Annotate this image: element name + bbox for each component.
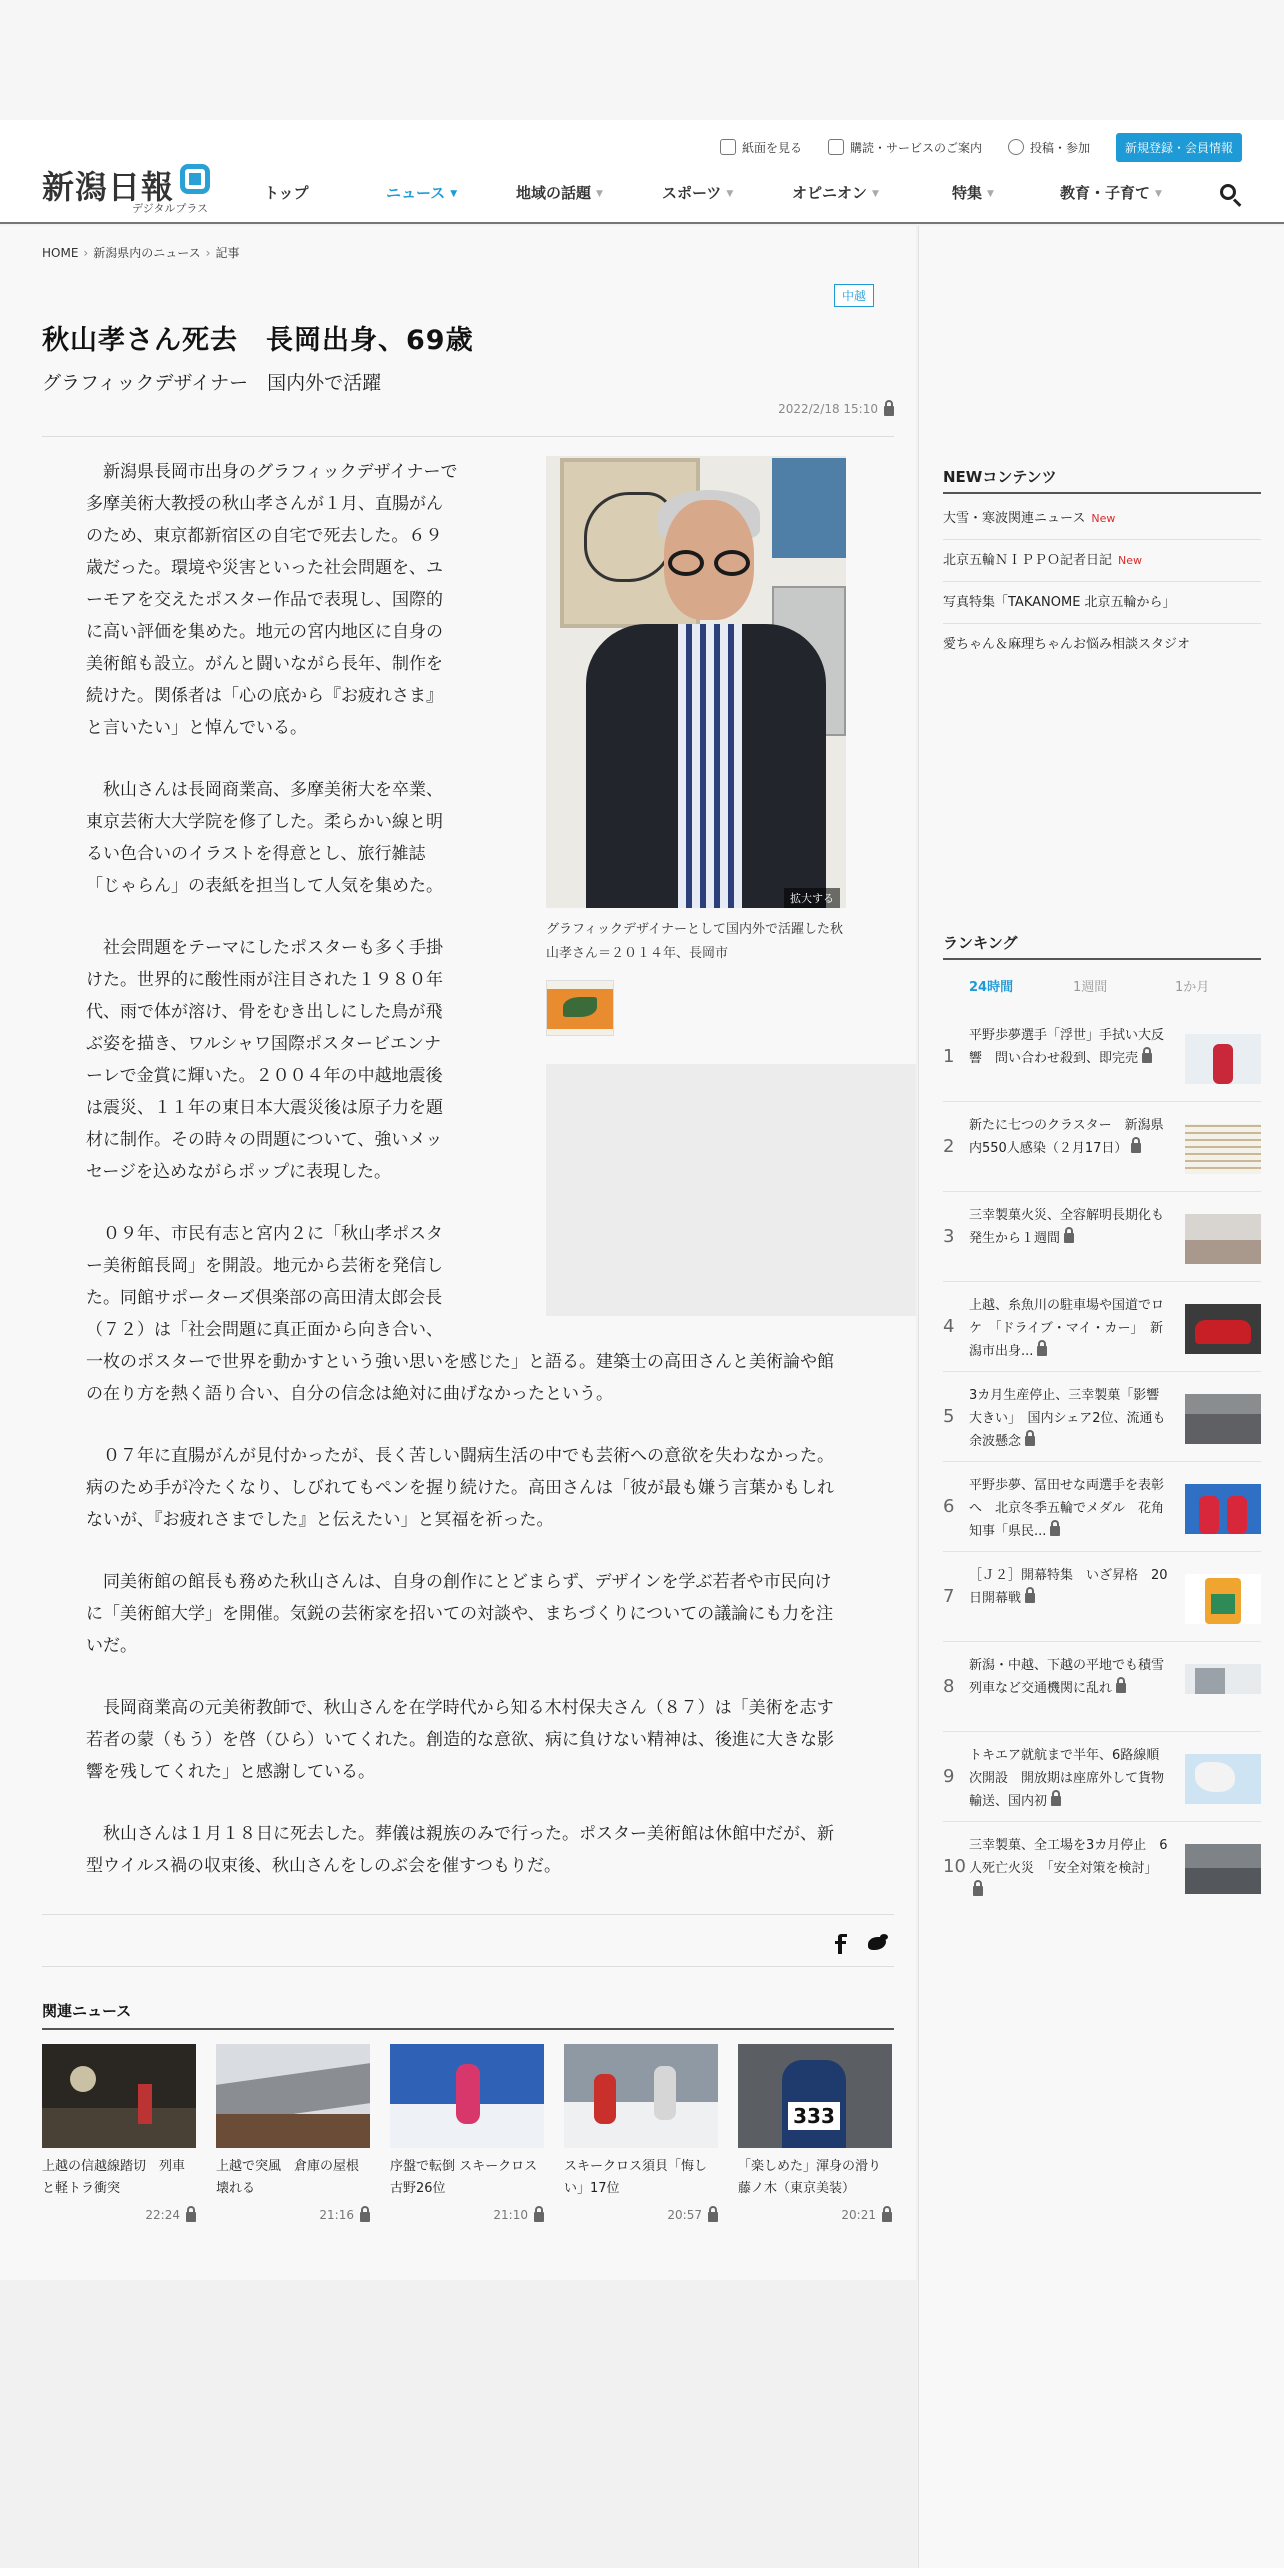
new-content-label: 愛ちゃん＆麻理ちゃんお悩み相談スタジオ (943, 637, 1191, 652)
share-buttons (834, 1932, 888, 1954)
breadcrumb-current: 記事 (215, 246, 240, 260)
divider (42, 2028, 894, 2030)
ranking-tab-week[interactable]: 1週間 (1073, 980, 1108, 995)
ranking-item[interactable] (943, 1012, 1261, 1102)
rank-thumbnail (1185, 1124, 1261, 1174)
nav-label: トップ (264, 184, 309, 202)
time-text: 22:24 (145, 2208, 180, 2222)
caret-down-icon: ▼ (1155, 189, 1162, 199)
article-date (778, 402, 894, 416)
lock-icon (1131, 1143, 1141, 1153)
new-content-item[interactable] (943, 582, 1261, 624)
ranking-item[interactable] (943, 1732, 1261, 1822)
rank-thumbnail (1185, 1754, 1261, 1804)
ranking-item[interactable] (943, 1372, 1261, 1462)
nav-label: 教育・子育て (1060, 184, 1151, 202)
article-subtitle: グラフィックデザイナー 国内外で活躍 (42, 372, 382, 394)
nav-item-news[interactable] (386, 182, 457, 203)
new-content-label: 北京五輪ＮＩＰＰＯ記者日記 (943, 553, 1113, 568)
related-time (390, 2208, 544, 2222)
article-paragraph: 同美術館の館長も務めた秋山さんは、自身の創作にとどまらず、デザインを学ぶ若者や市民向けに「美術館大学」を開催。気鋭の芸術家を招いての対談や、まちづくりについての議論にも力を注いだ。 (86, 1572, 834, 1656)
rank-title-text: 三幸製菓火災、全容解明長期化も 発生から１週間 (969, 1208, 1178, 1246)
rank-thumbnail (1185, 1034, 1261, 1084)
related-item[interactable] (390, 2044, 544, 2222)
rank-title-text: ［Ｊ２］開幕特集 いざ昇格 20日開幕戦 (969, 1568, 1168, 1606)
nav-item-education[interactable] (1060, 182, 1162, 203)
ranking-item[interactable] (943, 1822, 1261, 1912)
ranking-item[interactable] (943, 1192, 1261, 1282)
global-nav (220, 182, 1240, 212)
rank-title (969, 1204, 1178, 1250)
article-paragraph: 秋山さんは長岡商業高、多摩美術大を卒業、東京芸術大大学院を修了した。柔らかい線と明るい色合いのイラストを得意とし、旅行雑誌「じゃらん」の表紙を担当して人気を集めた。 (86, 780, 443, 896)
util-link-post[interactable] (1008, 139, 1090, 156)
rank-number: 2 (943, 1136, 955, 1157)
time-text: 20:21 (841, 2208, 876, 2222)
new-content-item[interactable] (943, 624, 1261, 666)
related-time (42, 2208, 196, 2222)
rank-title (969, 1114, 1169, 1160)
lock-icon (1051, 1796, 1061, 1806)
nav-label: 地域の話題 (516, 184, 592, 202)
new-content-item[interactable] (943, 498, 1261, 540)
rank-title (969, 1834, 1169, 1903)
lock-icon (360, 2212, 370, 2222)
photo-caption: グラフィックデザイナーとして国内外で活躍した秋山孝さん＝２０１４年、長岡市 (546, 922, 844, 961)
new-badge: New (1118, 554, 1143, 567)
rank-title-text: 新潟・中越、下越の平地でも積雪 列車など交通機関に乱れ (969, 1658, 1178, 1696)
related-title: 上越の信越線踏切 列車と軽トラ衝突 (42, 2159, 186, 2196)
logo-wordmark: 新潟日報 (42, 168, 175, 206)
rank-title-text: 上越、糸魚川の駐車場や国道でロケ 「ドライブ・マイ・カー」 新潟市出身... (969, 1298, 1165, 1359)
ranking-item[interactable] (943, 1462, 1261, 1552)
rank-thumbnail (1185, 1214, 1261, 1264)
lock-icon (1050, 1526, 1060, 1536)
nav-item-feature[interactable] (952, 182, 994, 203)
article-paragraph: 新潟県長岡市出身のグラフィックデザイナーで多摩美術大教授の秋山孝さんが１月、直腸がんのため、東京都新宿区の自宅で死去した。６９歳だった。環境や災害といった社会問題を、ユーモアを交えたポスター作品で表現し、国際的に高い評価を集めた。地元の宮内地区に自身の美術館も設立。がんと闘いながら長年、制作を続けた。関係者は「心の底から『お疲れさま』と言いたい」と悼んでいる。 (86, 462, 458, 738)
article-photo[interactable] (546, 456, 846, 908)
rank-title-text: 平野歩夢、冨田せな両選手を表彰へ 北京冬季五輪でメダル 花角知事「県民... (969, 1478, 1165, 1539)
nav-label: オピニオン (792, 184, 868, 202)
lock-icon (1142, 1053, 1152, 1063)
related-item[interactable] (42, 2044, 196, 2222)
ranking-item[interactable] (943, 1102, 1261, 1192)
new-badge: New (1091, 512, 1116, 525)
time-text: 21:10 (493, 2208, 528, 2222)
rank-number: 7 (943, 1586, 955, 1607)
lock-icon (973, 1886, 983, 1896)
twitter-icon[interactable] (866, 1934, 888, 1952)
rank-title (969, 1474, 1169, 1543)
caret-down-icon: ▼ (596, 189, 603, 199)
rank-number: 5 (943, 1406, 955, 1427)
ranking-tab-24h[interactable]: 24時間 (969, 980, 1014, 995)
rank-number: 1 (943, 1046, 955, 1067)
divider (943, 492, 1261, 494)
search-icon[interactable] (1218, 182, 1244, 208)
new-content-label: 大雪・寒波関連ニュース (943, 511, 1086, 526)
divider (42, 1966, 894, 1967)
rank-number: 6 (943, 1496, 955, 1517)
related-thumbnail (390, 2044, 544, 2148)
ranking-item[interactable] (943, 1282, 1261, 1372)
new-content-item[interactable] (943, 540, 1261, 582)
related-news-heading: 関連ニュース (42, 2002, 132, 2020)
article-paragraph: 長岡商業高の元美術教師で、秋山さんを在学時代から知る木村保夫さん（８７）は「美術を志す若者の蒙（もう）を啓（ひら）いてくれた。創造的な意欲、病に負けない精神は、後進に大きな影響を残してくれた」と感謝している。 (86, 1698, 834, 1782)
lock-icon (882, 2212, 892, 2222)
rank-title-text: 3カ月生産停止、三幸製菓「影響大きい」 国内シェア2位、流通も余波懸念 (969, 1388, 1166, 1449)
rank-thumbnail (1185, 1574, 1261, 1624)
rank-thumbnail (1185, 1844, 1261, 1894)
site-header (0, 120, 1284, 224)
bib-number: 333 (788, 2102, 840, 2130)
caret-down-icon: ▼ (872, 189, 879, 199)
related-title: スキークロス須貝「悔しい」17位 (564, 2159, 708, 2196)
caret-down-icon: ▼ (450, 189, 458, 199)
breadcrumb-home[interactable]: HOME (42, 246, 79, 260)
time-text: 20:57 (667, 2208, 702, 2222)
rank-number: 4 (943, 1316, 955, 1337)
related-time (564, 2208, 718, 2222)
rank-title (969, 1654, 1178, 1700)
rank-title (969, 1384, 1169, 1453)
nav-label: ニュース (386, 184, 446, 202)
util-link-label: 購読・サービスのご案内 (849, 140, 982, 155)
ranking-item[interactable] (943, 1642, 1261, 1732)
rank-title-text: 平野歩夢選手「浮世」手拭い大反響 問い合わせ殺到、即完売 (969, 1028, 1165, 1066)
newspaper-icon (720, 139, 736, 155)
caret-down-icon: ▼ (987, 189, 994, 199)
enlarge-button[interactable]: 拡大する (784, 888, 840, 908)
article-paragraph: 秋山さんは１月１８日に死去した。葬儀は親族のみで行った。ポスター美術館は休館中だが、新型ウイルス禍の収束後、秋山さんをしのぶ会を催すつもりだ。 (86, 1824, 834, 1876)
related-item[interactable] (564, 2044, 718, 2222)
lock-icon (186, 2212, 196, 2222)
related-item[interactable] (738, 2044, 892, 2222)
rank-thumbnail (1185, 1664, 1261, 1714)
rank-thumbnail (1185, 1484, 1261, 1534)
lock-icon (1064, 1233, 1074, 1243)
util-link-label: 紙面を見る (741, 140, 802, 155)
lock-icon (1025, 1593, 1035, 1603)
time-text: 21:16 (319, 2208, 354, 2222)
divider (42, 1914, 894, 1915)
related-title: 「楽しめた」渾身の滑り藤ノ木（東京美装） (738, 2159, 882, 2196)
ranking-tab-month[interactable]: 1か月 (1175, 980, 1210, 995)
facebook-icon[interactable] (834, 1932, 848, 1954)
related-item[interactable] (216, 2044, 370, 2222)
caret-down-icon: ▼ (726, 189, 734, 199)
breadcrumb (42, 244, 239, 261)
nav-label: スポーツ (662, 184, 722, 202)
related-thumbnail (42, 2044, 196, 2148)
nav-item-top[interactable] (264, 182, 309, 203)
photo-thumbnail[interactable] (546, 980, 614, 1036)
rank-title-text: 三幸製菓、全工場を3カ月停止 6人死亡火災 「安全対策を検討」 (969, 1838, 1168, 1876)
nav-label: 特集 (952, 184, 983, 202)
region-tag[interactable]: 中越 (834, 284, 874, 307)
related-title: 序盤で転倒 スキークロス古野26位 (390, 2159, 538, 2196)
rank-number: 10 (943, 1856, 966, 1877)
nav-item-local[interactable] (516, 182, 603, 203)
rank-number: 3 (943, 1226, 955, 1247)
utility-links (720, 134, 1242, 160)
rank-title (969, 1024, 1169, 1070)
lock-icon (884, 406, 894, 416)
rank-title-text: 新たに七つのクラスター 新潟県内550人感染（２月17日） (969, 1118, 1164, 1156)
breadcrumb-category[interactable]: 新潟県内のニュース (93, 246, 201, 260)
related-title: 上越で突風 倉庫の屋根壊れる (216, 2159, 360, 2196)
rank-title-text: トキエア就航まで半年、6路線順次開設 開放期は座席外して貨物輸送、国内初 (969, 1748, 1165, 1809)
article-paragraph: 社会問題をテーマにしたポスターも多く手掛けた。世界的に酸性雨が注目された１９８０年代、雨で体が溶け、骨をむき出しにした鳥が飛ぶ姿を描き、ワルシャワ国際ポスタービエンナーレで金賞に輝いた。２００４年の中越地震後は震災、１１年の東日本大震災後は原子力を題材に制作。その時々の問題について、強いメッセージを込めながらポップに表現した。 (86, 938, 443, 1182)
ranking-item[interactable] (943, 1552, 1261, 1642)
chat-icon (1008, 139, 1024, 155)
article-title: 秋山孝さん死去 長岡出身、69歳 (42, 325, 474, 356)
site-logo[interactable] (42, 162, 210, 216)
footer-space (0, 2280, 916, 2568)
related-thumbnail (564, 2044, 718, 2148)
util-link-subscription[interactable] (828, 139, 982, 156)
article-column (0, 226, 916, 2280)
date-text: 2022/2/18 15:10 (778, 402, 878, 416)
related-thumbnail (738, 2044, 892, 2148)
register-button[interactable]: 新規登録・会員情報 (1116, 133, 1242, 162)
logo-d-mark-icon (180, 164, 210, 194)
rank-title (969, 1294, 1169, 1363)
sidebar (918, 226, 1284, 2568)
util-link-label: 投稿・参加 (1029, 140, 1090, 155)
ranking-heading: ランキング (943, 934, 1018, 952)
nav-item-sports[interactable] (662, 182, 733, 203)
related-time (216, 2208, 370, 2222)
gift-icon (828, 139, 844, 155)
divider (42, 436, 894, 437)
divider (943, 958, 1261, 960)
chevron-right-icon: › (205, 246, 211, 260)
rank-title (969, 1564, 1169, 1610)
photo-enlarge-overlay (546, 886, 846, 908)
rank-title (969, 1744, 1169, 1813)
article-paragraph: ０９年、市民有志と宮内２に「秋山孝ポスター美術館長岡」を開設。地元から芸術を発信した。同館サポーターズ倶楽部の高田清太郎会長（７２）は「社会問題に真正面から向き合い、一枚のポスターで世界を動かすという強い思いを感じた」と語る。建築士の高田さんと美術論や館の在り方を熱く語り合い、自分の信念は絶対に曲げなかったという。 (86, 1224, 834, 1404)
logo-subtitle: デジタルプラス (132, 202, 209, 215)
rank-number: 8 (943, 1676, 955, 1697)
util-link-paper[interactable] (720, 139, 802, 156)
rank-number: 9 (943, 1766, 955, 1787)
article-paragraph: ０７年に直腸がんが見付かったが、長く苦しい闘病生活の中でも芸術への意欲を失わなかった。病のため手が冷たくなり、しびれてもペンを握り続けた。高田さんは「彼が最も嫌う言葉かもしれないが、『お疲れさまでした』と伝えたい」と冥福を祈った。 (86, 1446, 834, 1530)
lock-icon (1025, 1436, 1035, 1446)
rank-thumbnail (1185, 1304, 1261, 1354)
related-thumbnail (216, 2044, 370, 2148)
chevron-right-icon: › (83, 246, 89, 260)
nav-item-opinion[interactable] (792, 182, 879, 203)
lock-icon (1037, 1346, 1047, 1356)
lock-icon (708, 2212, 718, 2222)
related-time (738, 2208, 892, 2222)
rank-thumbnail (1185, 1394, 1261, 1444)
lock-icon (1116, 1683, 1126, 1693)
new-contents-heading: NEWコンテンツ (943, 468, 1057, 486)
ad-slot (546, 1064, 916, 1316)
new-content-label: 写真特集「TAKANOME 北京五輪から」 (943, 595, 1176, 610)
top-ad-space (0, 0, 1284, 120)
lock-icon (534, 2212, 544, 2222)
